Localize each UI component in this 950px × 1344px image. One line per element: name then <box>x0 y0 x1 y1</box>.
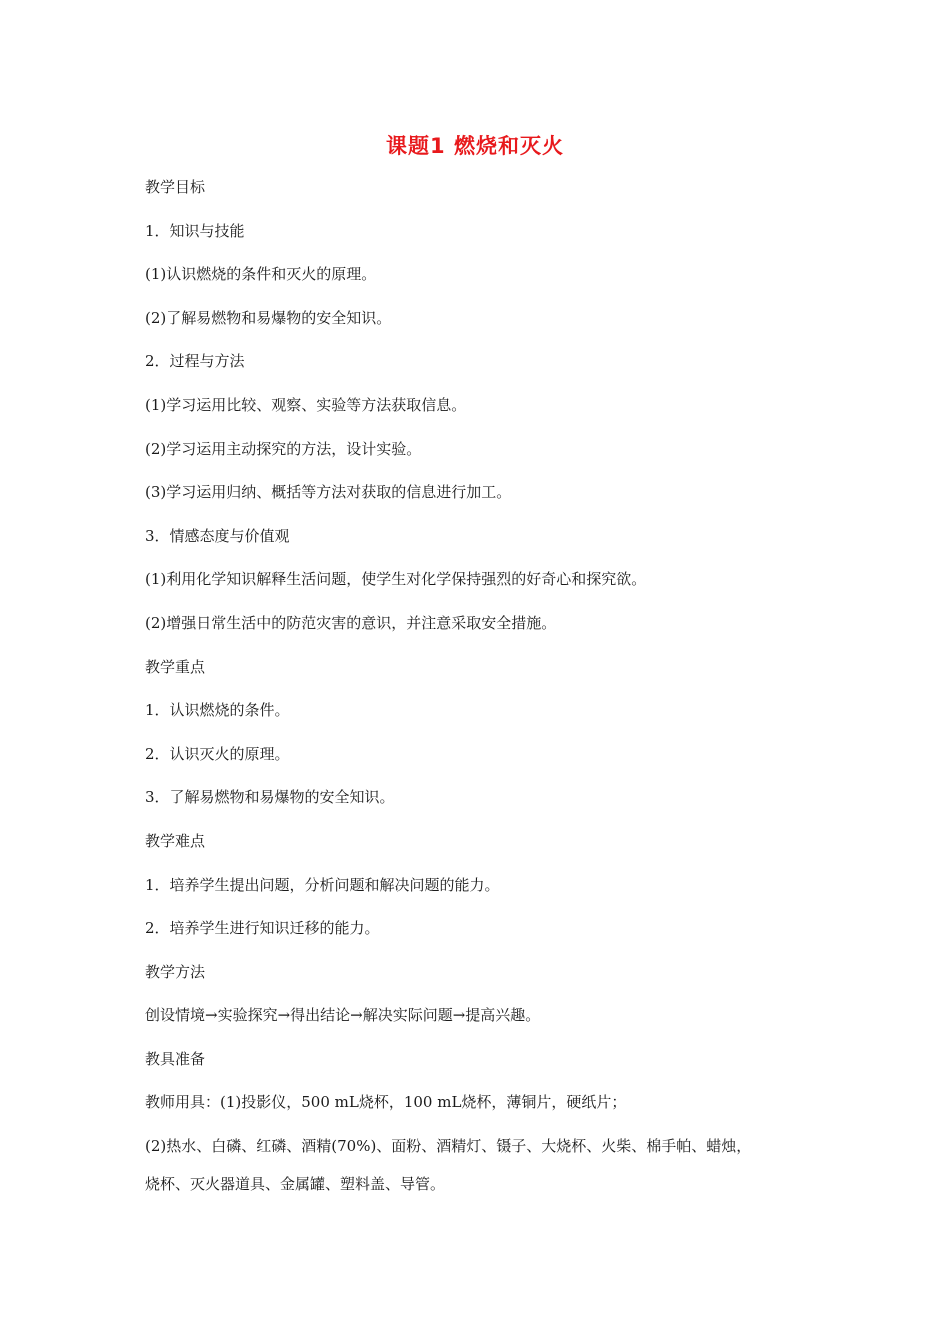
section-heading-key-points: 教学重点 <box>145 657 206 676</box>
list-item: 3．了解易燃物和易爆物的安全知识。 <box>145 788 395 807</box>
paragraph-continuation: 烧杯、灭火器道具、金属罐、塑料盖、导管。 <box>145 1174 446 1193</box>
document-body <box>145 176 825 1216</box>
list-item: (1)利用化学知识解释生活问题，使学生对化学保持强烈的好奇心和探究欲。 <box>145 570 647 589</box>
list-item: (3)学习运用归纳、概括等方法对获取的信息进行加工。 <box>145 483 512 502</box>
list-item: 1．认识燃烧的条件。 <box>145 701 290 720</box>
section-heading-objectives: 教学目标 <box>145 178 206 196</box>
document-title: 课题1 燃烧和灭火 <box>386 134 564 158</box>
list-item: (2)增强日常生活中的防范灾害的意识，并注意采取安全措施。 <box>145 613 557 632</box>
subheading-attitudes-values: 3．情感态度与价值观 <box>145 526 290 545</box>
list-item: (2)了解易燃物和易爆物的安全知识。 <box>145 308 392 327</box>
paragraph: 教师用具：(1)投影仪，500 mL烧杯，100 mL烧杯，薄铜片，硬纸片； <box>145 1093 627 1112</box>
list-item: 2．认识灭火的原理。 <box>145 744 290 763</box>
list-item: 1．培养学生提出问题，分析问题和解决问题的能力。 <box>145 875 500 894</box>
section-heading-difficulties: 教学难点 <box>145 831 206 850</box>
list-item: 2．培养学生进行知识迁移的能力。 <box>145 919 380 938</box>
list-item: (1)认识燃烧的条件和灭火的原理。 <box>145 265 377 284</box>
paragraph: (2)热水、白磷、红磷、酒精(70%)、面粉、酒精灯、镊子、大烧杯、火柴、棉手帕、蜡烛， <box>145 1137 752 1156</box>
subheading-knowledge-skills: 1．知识与技能 <box>145 221 245 240</box>
subheading-process-methods: 2．过程与方法 <box>145 352 245 371</box>
list-item: (2)学习运用主动探究的方法，设计实验。 <box>145 439 422 458</box>
paragraph: 创设情境→实验探究→得出结论→解决实际问题→提高兴趣。 <box>145 1006 541 1025</box>
section-heading-materials: 教具准备 <box>145 1049 206 1068</box>
list-item: (1)学习运用比较、观察、实验等方法获取信息。 <box>145 395 467 414</box>
section-heading-methods: 教学方法 <box>145 962 206 981</box>
